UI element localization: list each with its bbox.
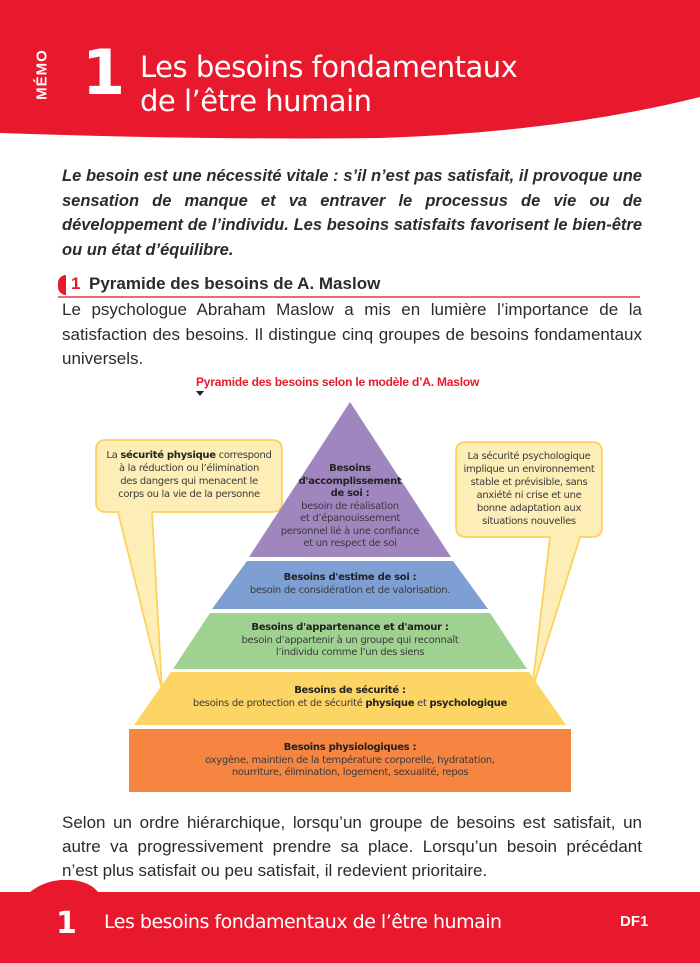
level-desc-bold: psychologique	[429, 697, 508, 709]
section-body: Le psychologue Abraham Maslow a mis en lumière l’importance de la satisfaction des besoins. Il distingue cinq groupes de besoins fondamentaux universels.	[62, 300, 642, 368]
level-desc: besoin d’appartenir à un groupe qui reconnaît	[241, 634, 459, 646]
closing-paragraph: Selon un ordre hiérarchique, lorsqu’un groupe de besoins est satisfait, un autre va progressivement prendre sa place. Lorsqu’un besoin précédant n’est plus satisfait ou peu satisfait, il redevient prioritaire.	[62, 813, 642, 880]
level-title: Besoins	[329, 463, 371, 474]
level-desc: et d’épanouissement	[299, 513, 400, 524]
figure-caption: Pyramide des besoins selon le modèle d’A. Maslow	[196, 375, 480, 389]
level-title: Besoins d'appartenance et d'amour :	[251, 622, 449, 633]
level-title: Besoins de sécurité :	[294, 685, 406, 696]
level-desc: personnel lié à une confiance	[280, 525, 420, 537]
level-desc	[150, 698, 550, 711]
memo-label: MÉMO	[33, 49, 51, 100]
level-physiological-text	[140, 742, 560, 780]
callout-line: des dangers qui menacent le	[120, 476, 258, 487]
right-callout-text	[458, 450, 600, 528]
callout-line: à la réduction ou l’élimination	[118, 463, 260, 474]
level-desc: oxygène, maintien de la température corporelle, hydratation,	[205, 754, 495, 766]
level-title: de soi :	[330, 488, 370, 499]
level-belonging-text	[190, 622, 510, 660]
callout-text: correspond	[218, 450, 272, 461]
intro-paragraph: Le besoin est une nécessité vitale : s’il n’est pas satisfait, il provoque une sensation de manque et va entraver le processus de vie ou de développement de l’individu. Les besoins satisfaits favorisent le bien-être ou un état d’équilibre.	[62, 167, 642, 259]
chapter-number: 1	[82, 36, 126, 109]
section-title: Pyramide des besoins de A. Maslow	[89, 274, 381, 293]
section-number: 1	[71, 274, 81, 293]
callout-line: corps ou la vie de la personne	[118, 489, 260, 500]
callout-line: anxiété ni crise et une	[476, 490, 582, 501]
level-desc: l’individu comme l’un des siens	[275, 647, 425, 658]
left-callout-text	[100, 449, 278, 501]
level-desc: besoin de considération et de valorisation.	[249, 584, 451, 596]
callout-bold: sécurité physique	[120, 450, 216, 461]
level-desc-bold: physique	[365, 697, 415, 709]
footer-title: Les besoins fondamentaux de l’être humain	[104, 911, 502, 933]
level-desc-text: et	[417, 697, 427, 709]
level-desc: et un respect de soi	[303, 538, 397, 549]
page-title-line1: Les besoins fondamentaux	[140, 50, 518, 84]
callout-line: La sécurité psychologique	[467, 451, 591, 462]
footer-chapter-number: 1	[56, 906, 77, 941]
level-title: Besoins physiologiques :	[283, 742, 417, 753]
level-esteem-text	[220, 572, 480, 597]
level-self-actualization-text	[270, 463, 430, 551]
callout-text: La	[106, 450, 118, 461]
level-title: Besoins d'estime de soi :	[283, 572, 417, 583]
footer-code: DF1	[620, 913, 649, 930]
level-desc-text: besoins de protection et de sécurité	[192, 697, 363, 709]
callout-line: stable et prévisible, sans	[470, 477, 588, 488]
level-safety-text	[150, 685, 550, 710]
level-desc: nourriture, élimination, logement, sexualité, repos	[231, 767, 469, 778]
level-title: d'accomplissement	[298, 475, 402, 487]
level-desc: besoin de réalisation	[301, 500, 399, 512]
callout-line: situations nouvelles	[482, 516, 576, 527]
page-title-line2: de l’être humain	[140, 84, 372, 118]
callout-line: bonne adaptation aux	[476, 503, 582, 514]
callout-line: implique un environnement	[463, 464, 595, 475]
